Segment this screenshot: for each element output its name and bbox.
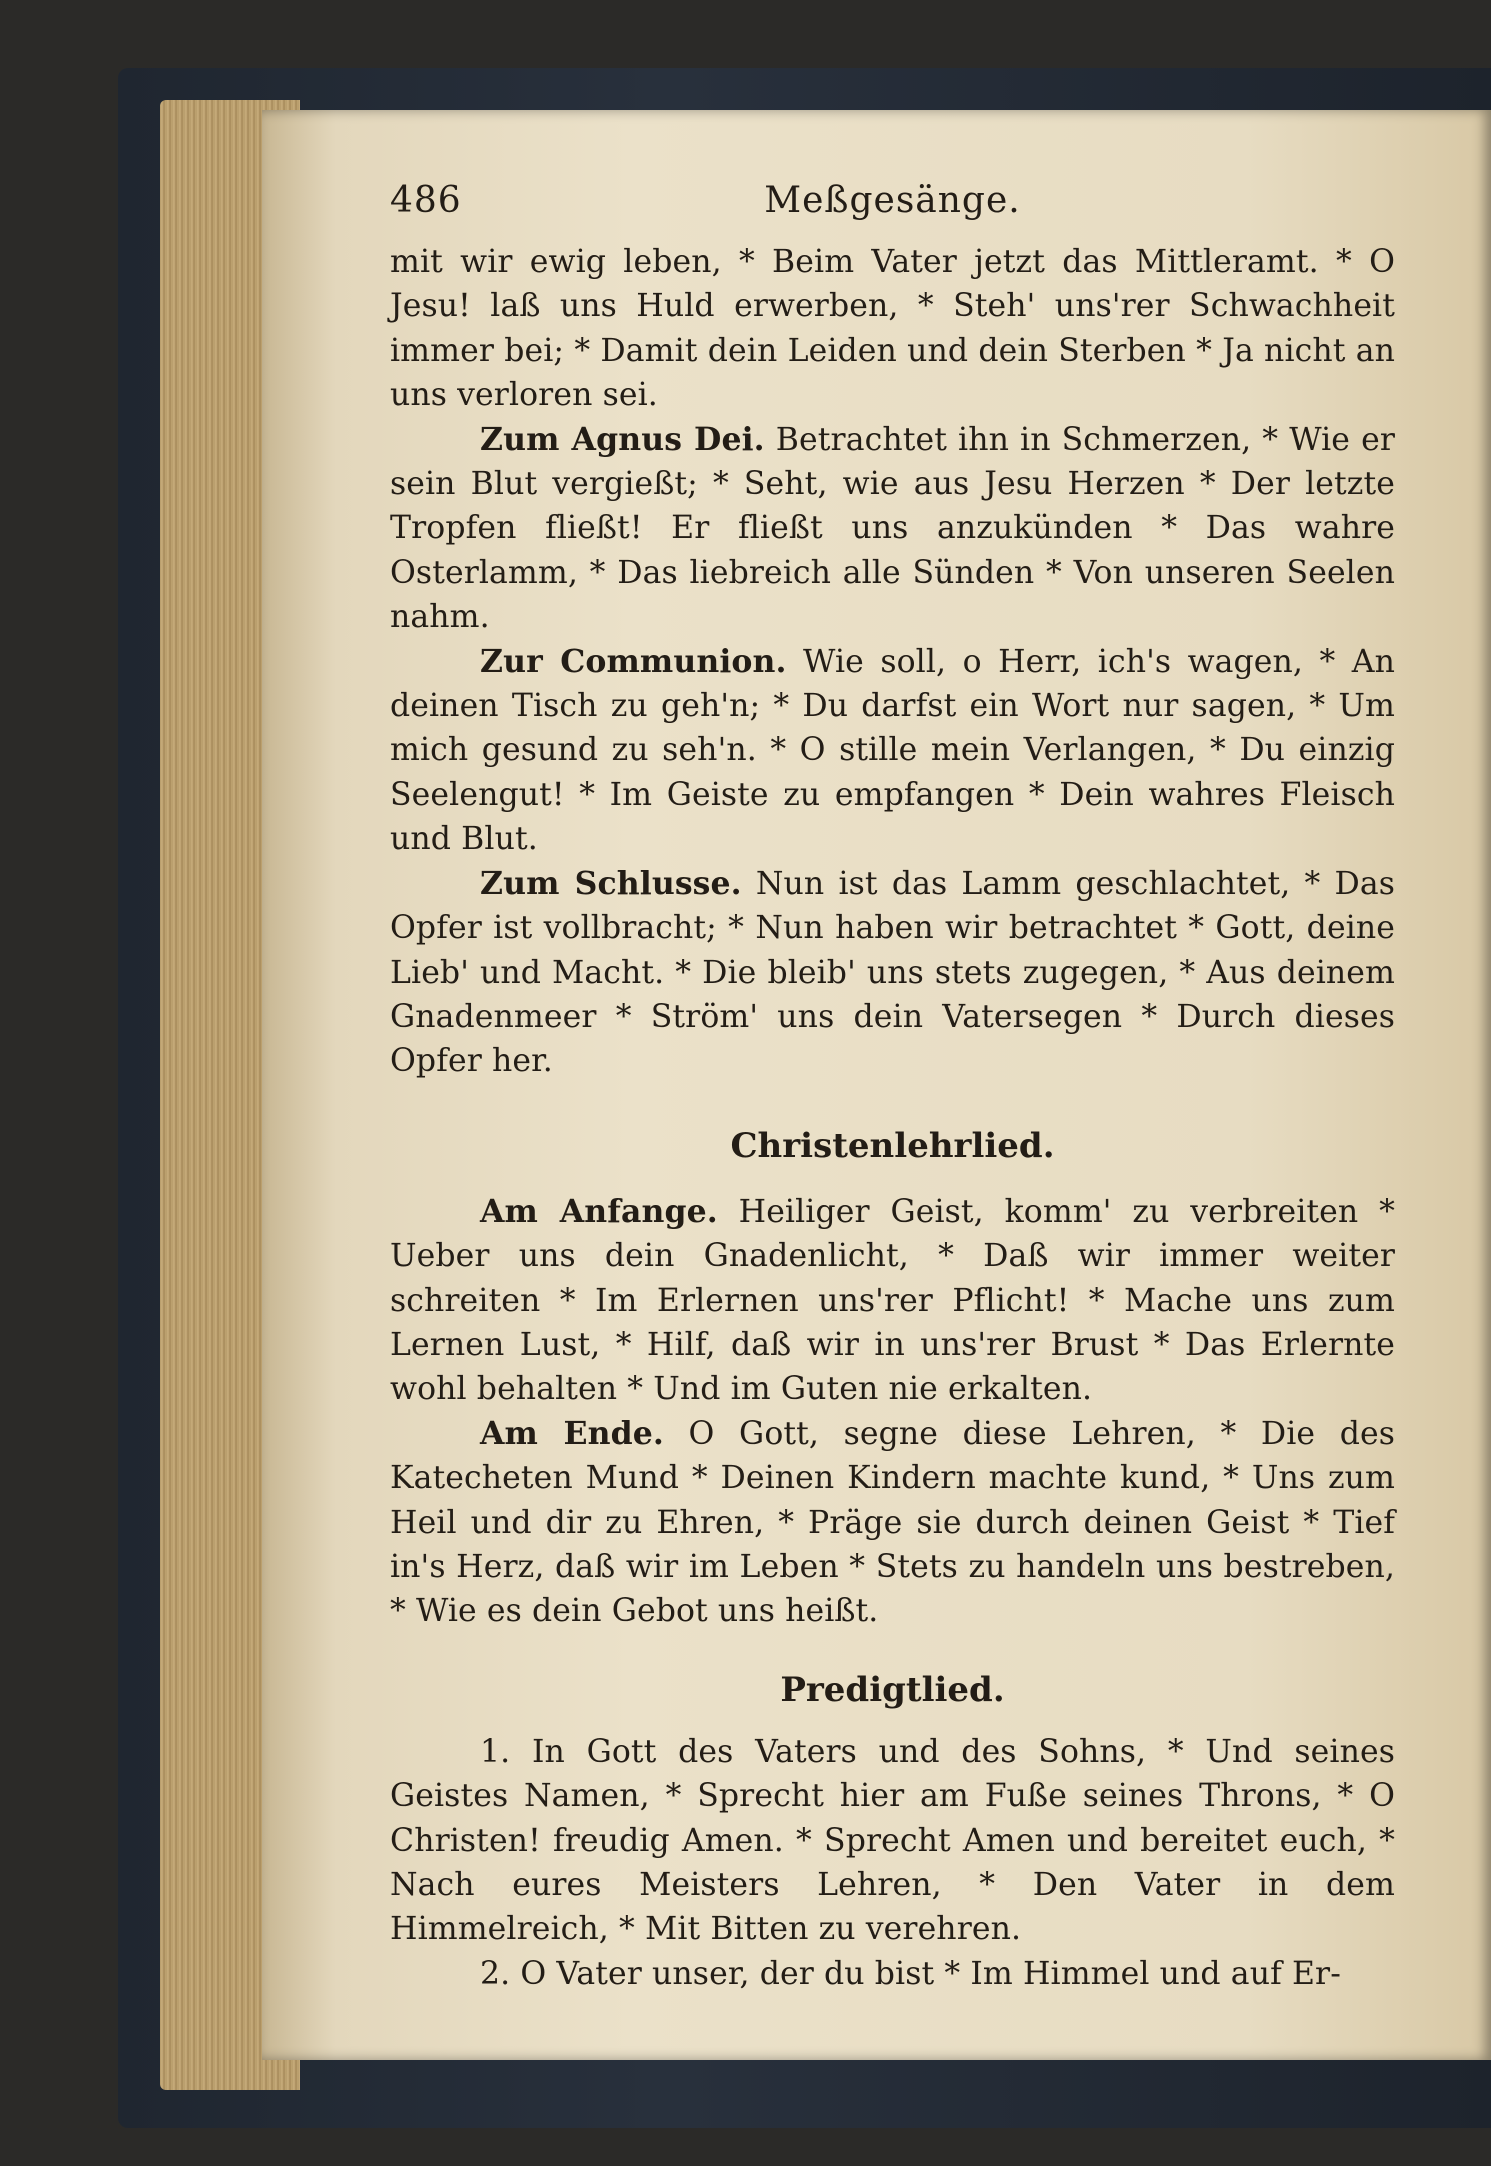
paragraph-label: Am Anfange. bbox=[480, 1192, 718, 1230]
verse-text: O Vater unser, der du bist * Im Himmel und auf Er- bbox=[520, 1955, 1341, 1992]
paragraph-text: Heiliger Geist, komm' zu verbreiten * Ueber uns dein Gnadenlicht, * Daß wir immer weiter schreiten * Im Erlernen uns'rer Pflicht! * Mache uns zum Lernen Lust, * Hilf, daß wir in uns'rer Brust * Das Erlernte wohl behalten * Und im Guten nie erkalten. bbox=[390, 1193, 1395, 1408]
verse bbox=[390, 1730, 1395, 1952]
section-title-predigtlied: Predigtlied. bbox=[780, 1669, 1005, 1710]
paragraph bbox=[390, 240, 1395, 418]
page-content bbox=[390, 180, 1395, 1996]
paragraph-agnus-dei bbox=[390, 418, 1395, 640]
verse bbox=[390, 1952, 1395, 1996]
paragraph-label: Zum Schlusse. bbox=[480, 864, 742, 902]
paragraph-text: Nun ist das Lamm geschlachtet, * Das Opfer ist vollbracht; * Nun haben wir betrachtet * Gott, deine Lieb' und Macht. * Die bleib' uns stets zugegen, * Aus deinem Gnadenmeer * Ström' uns dein Vatersegen * Durch dieses Opfer her. bbox=[390, 865, 1395, 1080]
page-number: 486 bbox=[390, 180, 462, 221]
paragraph-am-ende bbox=[390, 1412, 1395, 1634]
verse-number: 1. bbox=[480, 1733, 511, 1770]
paragraph-schluss bbox=[390, 862, 1395, 1084]
book-page bbox=[262, 110, 1491, 2060]
paragraph-am-anfange bbox=[390, 1190, 1395, 1412]
paragraph-text: Betrachtet ihn in Schmerzen, * Wie er sein Blut vergießt; * Seht, wie aus Jesu Herzen * Der letzte Tropfen fließt! Er fließt uns anzukünden * Das wahre Osterlamm, * Das liebreich alle Sünden * Von unseren Seelen nahm. bbox=[390, 421, 1395, 636]
body-text bbox=[390, 240, 1395, 1996]
paragraph-text: Wie soll, o Herr, ich's wagen, * An deinen Tisch zu geh'n; * Du darfst ein Wort nur sagen, * Um mich gesund zu seh'n. * O stille mein Verlangen, * Du einzig Seelengut! * Im Geiste zu empfangen * Dein wahres Fleisch und Blut. bbox=[390, 643, 1395, 858]
paragraph-text: O Gott, segne diese Lehren, * Die des Katecheten Mund * Deinen Kindern machte kund, * Uns zum Heil und dir zu Ehren, * Präge sie durch deinen Geist * Tief in's Herz, daß wir im Leben * Stets zu handeln uns bestreben, * Wie es dein Gebot uns heißt. bbox=[390, 1415, 1396, 1630]
page-header bbox=[390, 180, 1395, 240]
verse-number: 2. bbox=[480, 1955, 511, 1992]
paragraph-label: Am Ende. bbox=[480, 1414, 664, 1452]
paragraph-label: Zur Communion. bbox=[480, 642, 787, 680]
running-head: Meßgesänge. bbox=[764, 180, 1021, 221]
section-title-christenlehrlied: Christenlehrlied. bbox=[730, 1125, 1055, 1166]
paragraph-communion bbox=[390, 640, 1395, 862]
paragraph-text: mit wir ewig leben, * Beim Vater jetzt das Mittleramt. * O Jesu! laß uns Huld erwerben, * Steh' uns'rer Schwachheit immer bei; * Damit dein Leiden und dein Sterben * Ja nicht an uns verloren sei. bbox=[390, 244, 1395, 414]
verse-text: In Gott des Vaters und des Sohns, * Und seines Geistes Namen, * Sprecht hier am Fuße seines Throns, * O Christen! freudig Amen. * Sprecht Amen und bereitet euch, * Nach eures Meisters Lehren, * Den Vater in dem Himmelreich, * Mit Bitten zu verehren. bbox=[390, 1733, 1395, 1948]
paragraph-label: Zum Agnus Dei. bbox=[480, 420, 765, 458]
